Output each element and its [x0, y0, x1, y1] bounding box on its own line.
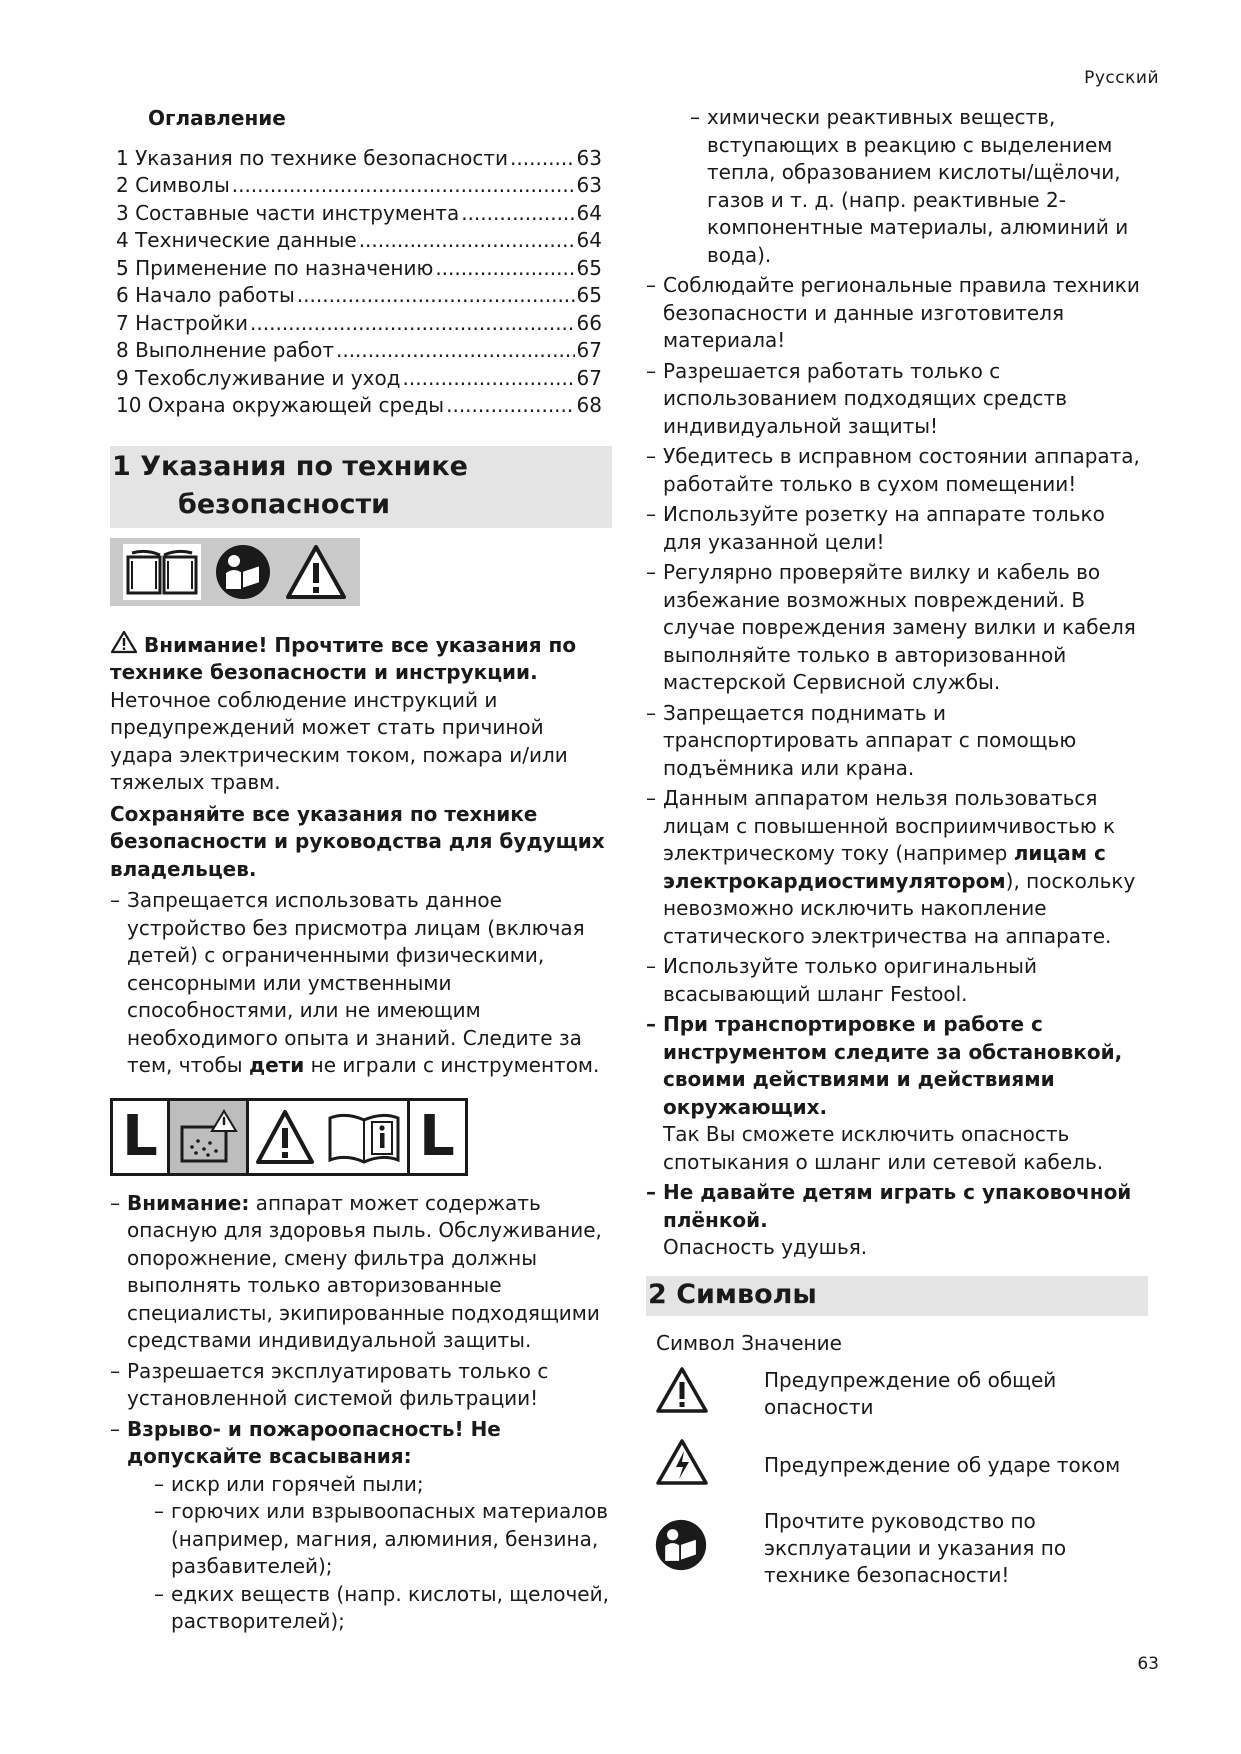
transport-bold: При транспортировке и работе с инструментом следите за обстановкой, своими действиями и действиями окружающих. [663, 1012, 1123, 1119]
symbol-row [646, 1365, 1146, 1423]
rule-regional: Соблюдайте региональные правила техники безопасности и данные изготовителя материала! [663, 273, 1140, 352]
toc-entry-label: 6 Начало работы [116, 283, 295, 307]
list-item-rule: – Регулярно проверяйте вилку и кабель во избежание возможных повреждений. В случае повреждения замену вилки и кабеля выполняйте только в авторизованной мастерской Сервисной службы. [646, 559, 1146, 697]
col-symbol: Символ [656, 1330, 735, 1355]
list-item-rule: – Разрешается работать только с использованием подходящих средств индивидуальной защиты! [646, 358, 1146, 441]
toc-leader-dots [446, 392, 574, 420]
packaging-bold: Не давайте детям играть с упаковочной плёнкой. [663, 1180, 1132, 1232]
list-item-rule: – Используйте розетку на аппарате только для указанной цели! [646, 501, 1146, 556]
rule-crane: Запрещается поднимать и транспортировать аппарат с помощью подъёмника или крана. [663, 700, 1077, 780]
safety-icons-bar [110, 538, 360, 606]
explosion-sub-item: – едких веществ (напр. кислоты, щелочей, растворителей); [154, 1581, 610, 1636]
toc-leader-dots [232, 172, 575, 200]
electric-shock-warning-icon [654, 1437, 710, 1487]
section2-number: 2 [648, 1278, 667, 1310]
symbol-meaning-general: Предупреждение об общей опасности [764, 1367, 1057, 1419]
explosion-item-corrosive: едких веществ (напр. кислоты, щелочей, растворителей); [171, 1581, 609, 1633]
symbol-row [646, 1508, 1146, 1589]
section1-title-line2: безопасности [178, 488, 391, 520]
toc-entry-label: 8 Выполнение работ [116, 338, 334, 362]
toc-entry-label: 3 Составные части инструмента [116, 200, 460, 225]
hose-text: Используйте только оригинальный всасывающий шланг Festool. [663, 954, 1037, 1006]
toc-leader-dots [510, 145, 575, 173]
list-item-dust: – Внимание: аппарат может содержать опасную для здоровья пыль. Обслуживание, опорожнение, смену фильтра должны выполнять только авторизованные специалисты, экипированные подходящими средствами индивидуальной защиты. [110, 1190, 602, 1352]
children-pre: Запрещается использовать данное устройство без присмотра лицам (включая детей) с ограниченными физическими, сенсорными или умственными способностями, или не имеющим необходимого опыта и знаний. Следите за тем, чтобы [127, 888, 585, 1077]
toc-entry[interactable] [116, 282, 602, 310]
explosion-sub-item: – горючих или взрывоопасных материалов (например, магния, алюминия, бензина, разбавителей); [154, 1498, 610, 1581]
general-warning-icon [254, 1108, 316, 1166]
toc-entry-page: 65 [576, 283, 602, 307]
list-item-explosion: – Взрыво- и пожароопасность! Не допускайте всасывания: [110, 1416, 501, 1468]
list-item-rule: – Соблюдайте региональные правила техники безопасности и данные изготовителя материала! [646, 272, 1146, 355]
toc-entry-page: 66 [576, 310, 602, 335]
symbol-row [646, 1437, 1146, 1495]
pacemaker-bold: лицам с электрокардиостимулятором [663, 841, 1106, 893]
toc-entry[interactable] [116, 255, 602, 283]
general-warning-icon [654, 1365, 710, 1415]
toc-entry-page: 63 [576, 173, 602, 197]
explosion-bold: Взрыво- и пожароопасность! Не допускайте всасывания: [127, 1416, 501, 1468]
toc-entry[interactable] [116, 310, 602, 338]
toc-entry[interactable] [116, 172, 602, 200]
dust-hazard-icon [176, 1107, 240, 1167]
toc-leader-dots [359, 227, 575, 255]
list-item-filter: – Разрешается эксплуатировать только с установленной системой фильтрации! [110, 1358, 610, 1413]
filter-text: Разрешается эксплуатировать только с установленной системой фильтрации! [127, 1358, 549, 1410]
right-column [646, 104, 1146, 1603]
section1-heading [110, 446, 612, 528]
rule-cable: Регулярно проверяйте вилку и кабель во избежание возможных повреждений. В случае повреждения замену вилки и кабеля выполняйте только в авторизованной мастерской Сервисной службы. [663, 560, 1136, 694]
section1-number: 1 [112, 450, 131, 482]
toc-entry-label: 7 Настройки [116, 310, 249, 335]
info-manual-icon [326, 1108, 402, 1166]
packaging-text: Опасность удушья. [663, 1235, 868, 1259]
dust-class-icons [110, 1098, 468, 1176]
list-item-transport: – При транспортировке и работе с инструментом следите за обстановкой, своими действиями и действиями окружающих. Так Вы сможете исключить опасность спотыкания о шланг или сетевой кабель. [646, 1012, 1123, 1174]
rule-condition: Убедитесь в исправном состоянии аппарата, работайте только в сухом помещении! [663, 444, 1140, 496]
explosion-sub-item: – искр или горячей пыли; [154, 1471, 610, 1499]
keep-bold: Сохраняйте все указания по технике безопасности и руководства для будущих владельцев. [110, 801, 605, 881]
rule-ppe: Разрешается работать только с использованием подходящих средств индивидуальной защиты! [663, 358, 1067, 438]
toc-entry-label: 2 Символы [116, 173, 230, 197]
pacemaker-pre: Данным аппаратом нельзя пользоваться лицам с повышенной восприимчивостью к электрическому току (например [663, 786, 1116, 865]
list-item-rule: – Запрещается поднимать и транспортировать аппарат с помощью подъёмника или крана. [646, 700, 1146, 783]
left-column [110, 105, 610, 1636]
toc-entry-label: 1 Указания по технике безопасности [116, 145, 509, 170]
explosion-item-flammable: горючих или взрывоопасных материалов (например, магния, алюминия, бензина, разбавителей); [171, 1499, 609, 1578]
toc-entry-page: 65 [576, 255, 602, 280]
toc-entry-page: 67 [576, 365, 602, 390]
toc-entry-page: 68 [576, 393, 602, 417]
dust-text: аппарат может содержать опасную для здоровья пыль. Обслуживание, опорожнение, смену фильтра должны выполнять только авторизованные специалисты, экипированные подходящими средствами индивидуальной защиты. [127, 1190, 602, 1352]
page-number: 63 [1137, 1654, 1159, 1674]
toc-leader-dots [250, 310, 575, 338]
dust-class-letter-right: L [419, 1103, 455, 1169]
toc-entry-label: 4 Технические данные [116, 228, 357, 252]
col-meaning: Значение [741, 1330, 842, 1355]
warning-paragraph [110, 630, 610, 797]
toc-entry-page: 63 [576, 145, 602, 170]
general-warning-icon [284, 543, 348, 601]
toc-leader-dots [297, 282, 575, 310]
explosion-item-reactive: химически реактивных веществ, вступающих в реакцию с выделением тепла, образованием кислоты/щёлочи, газов и т. д. (напр. реактивные 2-компонентные материалы, алюминий и вода). [707, 105, 1129, 267]
toc-entry-label: 9 Техобслуживание и уход [116, 365, 401, 390]
toc-entry-page: 64 [576, 200, 602, 225]
toc-entry-page: 67 [576, 338, 602, 362]
toc-leader-dots [336, 337, 575, 365]
explosion-item-sparks: искр или горячей пыли; [171, 1471, 424, 1496]
section1-title-line1: Указания по технике [140, 450, 468, 482]
warning-triangle-icon [110, 630, 138, 654]
toc-entry[interactable] [116, 227, 602, 255]
read-manual-icon [654, 1518, 708, 1572]
list-item-children: – Запрещается использовать данное устройство без присмотра лицам (включая детей) с ограниченными физическими, сенсорными или умственными способностями, или не имеющим необходимого опыта и знаний. Следите за тем, чтобы дети не играли с инструментом. [110, 888, 600, 1077]
pacemaker-post: ), поскольку невозможно исключить накопление статического электричества на аппарате. [663, 868, 1136, 948]
symbols-table-header [656, 1330, 1146, 1358]
toc-entry-label: 5 Применение по назначению [116, 255, 434, 280]
keep-instructions [110, 801, 610, 884]
language-label: Русский [1084, 68, 1159, 88]
warning-and-manual-icons [249, 1101, 410, 1173]
rule-socket: Используйте розетку на аппарате только для указанной цели! [663, 502, 1105, 554]
section2-title: Символы [676, 1278, 817, 1310]
list-item-rule: – Убедитесь в исправном состоянии аппарата, работайте только в сухом помещении! [646, 443, 1146, 498]
open-book-icon [122, 543, 202, 601]
toc-entry[interactable] [116, 392, 602, 420]
warning-text: Неточное соблюдение инструкций и предупреждений может стать причиной удара электрическим током, пожара и/или тяжелых травм. [110, 687, 568, 794]
children-post: не играли с инструментом. [304, 1053, 600, 1077]
warning-bold: Внимание! Прочтите все указания по технике безопасности и инструкции. [110, 632, 577, 684]
toc-entry[interactable] [116, 145, 602, 173]
children-bold: дети [248, 1053, 305, 1077]
toc-leader-dots [461, 200, 574, 228]
dust-bold: Внимание: [127, 1190, 250, 1215]
toc-title: Оглавление [148, 106, 286, 130]
read-manual-icon [214, 543, 272, 601]
toc-entry-label: 10 Охрана окружающей среды [116, 393, 445, 417]
list-item-pacemaker: – Данным аппаратом нельзя пользоваться лицам с повышенной восприимчивостью к электрическому току (например лицам с электрокардиостимулятором), поскольку невозможно исключить накопление статического электричества на аппарате. [646, 786, 1136, 948]
dust-warning-icon-cell [170, 1101, 249, 1173]
table-of-contents [116, 145, 602, 420]
toc-entry[interactable] [116, 365, 602, 393]
toc-leader-dots [403, 365, 575, 393]
symbol-meaning-shock: Предупреждение об ударе током [764, 1452, 1121, 1477]
section2-heading [646, 1276, 1148, 1316]
list-item-packaging: – Не давайте детям играть с упаковочной плёнкой. Опасность удушья. [646, 1180, 1132, 1259]
transport-text: Так Вы сможете исключить опасность спотыкания о шланг или сетевой кабель. [663, 1122, 1104, 1174]
toc-entry-page: 64 [576, 228, 602, 252]
dust-class-letter-left: L [113, 1101, 170, 1173]
toc-leader-dots [435, 255, 574, 283]
list-item-hose: – Используйте только оригинальный всасывающий шланг Festool. [646, 953, 1146, 1008]
symbol-meaning-manual: Прочтите руководство по эксплуатации и указания по технике безопасности! [764, 1509, 1067, 1587]
explosion-sub-item: – химически реактивных веществ, вступающих в реакцию с выделением тепла, образованием кислоты/щёлочи, газов и т. д. (напр. реактивные 2-компонентные материалы, алюминий и вода). [690, 104, 1146, 269]
toc-entry[interactable] [116, 200, 602, 228]
toc-entry[interactable] [116, 337, 602, 365]
symbols-table [646, 1330, 1146, 1590]
